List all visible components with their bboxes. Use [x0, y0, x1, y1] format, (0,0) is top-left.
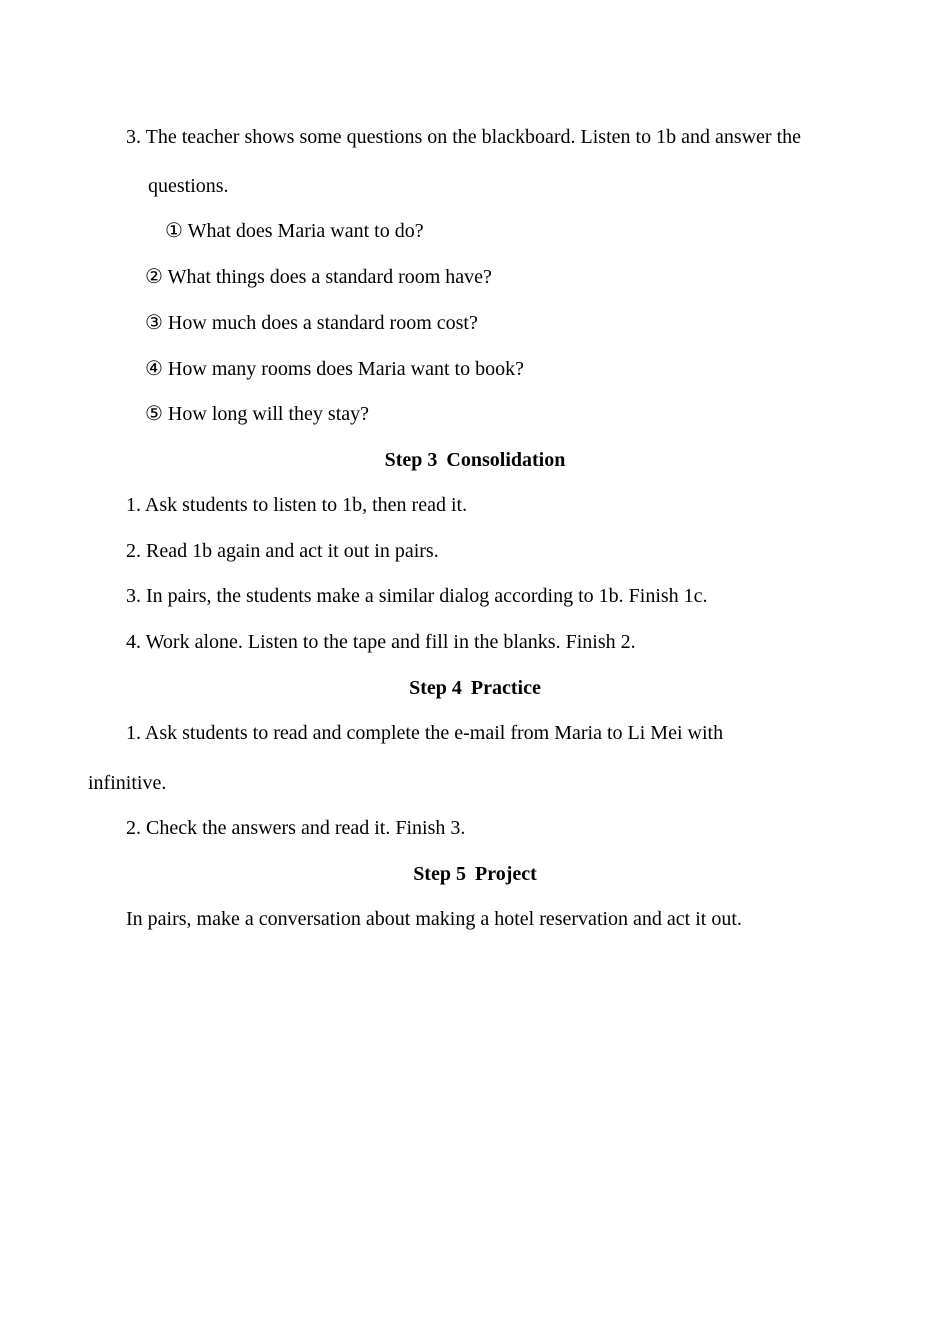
step-4-heading [0, 676, 950, 700]
question-2: ② What things does a standard room have? [145, 266, 492, 288]
step-4-item-1-line-1: 1. Ask students to read and complete the e-mail from Maria to Li Mei with [126, 722, 724, 744]
task-3-line-1: 3. The teacher shows some questions on the blackboard. Listen to 1b and answer the [126, 126, 802, 148]
step-3-item-1: 1. Ask students to listen to 1b, then read it. [126, 494, 468, 516]
task-3-line-2: questions. [148, 175, 229, 197]
step-5-text: In pairs, make a conversation about making a hotel reservation and act it out. [126, 908, 742, 930]
step-4-label: Step 4 [409, 677, 462, 699]
step-3-item-2: 2. Read 1b again and act it out in pairs. [126, 540, 439, 562]
question-1: ① What does Maria want to do? [165, 220, 424, 242]
question-4: ④ How many rooms does Maria want to book? [145, 358, 524, 380]
step-5-title: Project [474, 863, 537, 885]
step-3-title: Consolidation [446, 449, 566, 471]
step-3-item-3: 3. In pairs, the students make a similar dialog according to 1b. Finish 1c. [126, 585, 708, 607]
step-4-item-1-line-2: infinitive. [88, 772, 167, 794]
step-5-label: Step 5 [413, 863, 466, 885]
step-3-label: Step 3 [384, 449, 438, 471]
step-4-title: Practice [470, 677, 541, 699]
step-5-heading [0, 862, 950, 886]
question-5: ⑤ How long will they stay? [145, 403, 370, 425]
question-3: ③ How much does a standard room cost? [145, 312, 478, 334]
step-3-item-4: 4. Work alone. Listen to the tape and fill in the blanks. Finish 2. [126, 631, 636, 653]
step-4-item-2: 2. Check the answers and read it. Finish 3. [126, 817, 466, 839]
step-3-heading [0, 448, 950, 472]
